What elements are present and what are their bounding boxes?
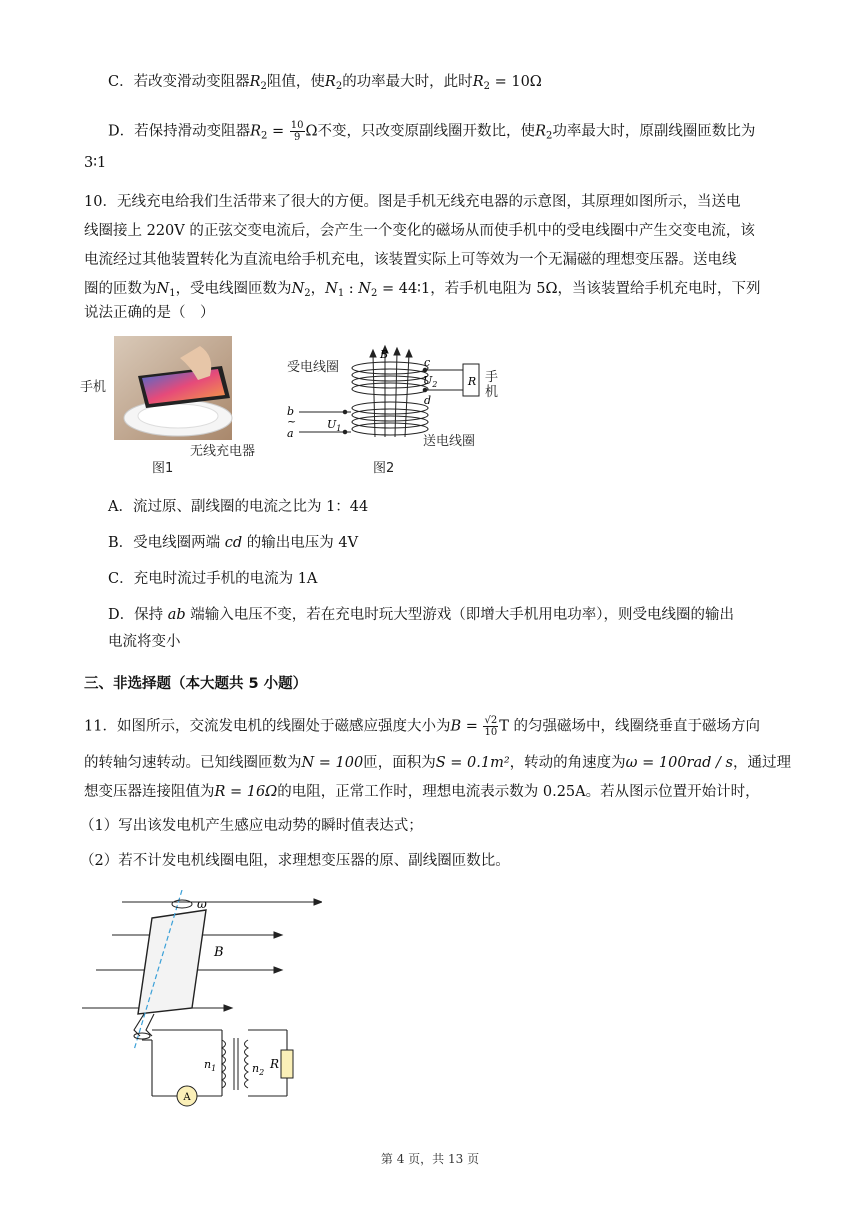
q10-option-d: D．保持 ab 端输入电压不变，若在充电时玩大型游戏（即增大手机用电功率），则受电线圈的输出 bbox=[108, 607, 735, 623]
terminal-d: d bbox=[424, 394, 432, 407]
q10-optd-a: D．保持 bbox=[108, 607, 164, 623]
load-resistor bbox=[281, 1050, 293, 1078]
n1-label: $n_1$ bbox=[204, 1058, 217, 1073]
primary-coil bbox=[222, 1040, 226, 1088]
coil-frame bbox=[138, 910, 206, 1014]
q9-optd-label: D．若保持滑动变阻器 bbox=[108, 123, 251, 140]
ammeter-A-label: A bbox=[183, 1092, 191, 1103]
q11-line1b: T 的匀强磁场中，线圈绕垂直于磁场方向 bbox=[499, 718, 760, 735]
fig1-caption: 图1 bbox=[152, 461, 174, 476]
U2-label: $U_2$ bbox=[423, 374, 438, 389]
q11-B-fraction bbox=[483, 715, 498, 738]
omega-label: ω bbox=[197, 897, 207, 911]
q9-option-c: C．若改变滑动变阻器$R_2$阻值，使$R_2$的功率最大时，此时$R_2 = 10\Omega$ bbox=[108, 74, 542, 92]
q10-optb-b: 的输出电压为 4V bbox=[246, 535, 359, 551]
generator-circuit-diagram bbox=[82, 890, 322, 1110]
q11-subquestion-2: （2）若不计发电机线圈电阻，求理想变压器的原、副线圈匝数比。 bbox=[80, 853, 510, 869]
resistor-R-label: R bbox=[467, 375, 477, 388]
q9-optc-mid1: 阻值，使 bbox=[266, 74, 325, 90]
sending-coil bbox=[352, 402, 428, 435]
q10-option-c: C．充电时流过手机的电流为 1A bbox=[108, 571, 318, 587]
secondary-coil bbox=[245, 1040, 249, 1088]
q11-line3 bbox=[84, 782, 784, 802]
q9-optd-unit: Ω不变，只改变原副线圈开数比，使 bbox=[305, 123, 536, 140]
q11-line1: 11．如图所示，交流发电机的线圈处于磁感应强度大小为B = $\frac{√2}{10}$ T 的匀强磁场中，线圈绕垂直于磁场方向 bbox=[84, 715, 760, 738]
fig1-charger-label: 无线充电器 bbox=[190, 444, 256, 459]
q9-optc-mid2: 的功率最大时，此时 bbox=[342, 74, 473, 90]
terminal-a: a bbox=[287, 427, 294, 440]
q10-line4: 圈的匝数为$N_1$，受电线圈匝数为$N_2$，$N_1$ : $N_2$ = 44∶1，若手机电阻为 5Ω，当该装置给手机充电时，下列 bbox=[84, 281, 761, 299]
page-footer: 第 4 页，共 13 页 bbox=[380, 1152, 480, 1166]
figure-generator-transformer bbox=[82, 890, 322, 1110]
U1-label: $U_1$ bbox=[327, 418, 342, 433]
rotation-arrow-icon bbox=[172, 900, 192, 908]
q11-line1a: 11．如图所示，交流发电机的线圈处于磁感应强度大小为 bbox=[84, 718, 451, 735]
field-B-label: B bbox=[214, 945, 224, 960]
receiving-coil bbox=[352, 362, 428, 395]
q10-line5: 说法正确的是（ ） bbox=[84, 305, 215, 321]
q11-frac-den: 10 bbox=[484, 727, 498, 738]
q11-line3b: 的电阻，正常工作时，理想电流表示数为 0.25A。若从图示位置开始计时， bbox=[277, 784, 760, 800]
q9-frac-num: 10 bbox=[290, 120, 304, 131]
load-R-label: R bbox=[270, 1057, 280, 1071]
figure-2-coil-diagram bbox=[285, 342, 515, 462]
B-label: B bbox=[380, 348, 389, 361]
q9-option-d: D．若保持滑动变阻器$R_2$ = $\frac{10}{9}$ Ω不变，只改变原副线圈开数比，使$R_2$功率最大时，原副线圈匝数比为 bbox=[108, 120, 756, 143]
terminal-b: b bbox=[287, 405, 295, 418]
q10-line2: 线圈接上 220V 的正弦交变电流后，会产生一个变化的磁场从而使手机中的受电线圈中产生交变电流，该 bbox=[84, 223, 755, 239]
q10-line3: 电流经过其他装置转化为直流电给手机充电，该装置实际上可等效为一个无漏磁的理想变压器。送电线 bbox=[84, 252, 737, 268]
q10-ratio: 44∶1 bbox=[398, 281, 431, 297]
ac-symbol: ~ bbox=[287, 415, 297, 428]
q10-line1: 10．无线充电给我们生活带来了很大的方便。图是手机无线充电器的示意图，其原理如图所示，当送电 bbox=[84, 194, 741, 210]
q11-R-value: R = 16Ω bbox=[214, 784, 278, 800]
q11-N-value: N = 100 bbox=[301, 755, 364, 771]
q9-optd-fraction bbox=[290, 120, 305, 143]
input-circuit bbox=[299, 410, 351, 434]
q11-omega-value: ω = 100rad / s bbox=[625, 755, 733, 771]
slip-ring-leads bbox=[134, 1014, 222, 1096]
n2-label: $n_2$ bbox=[252, 1062, 265, 1077]
q11-line2d: ，通过理 bbox=[732, 755, 791, 771]
q9-optd-ratio: 3∶1 bbox=[84, 155, 107, 171]
q9-optd-end: 功率最大时，原副线圈匝数比为 bbox=[552, 123, 756, 140]
fig2-recv-coil-label: 受电线圈 bbox=[287, 360, 340, 375]
q10-line4a: 圈的匝数为 bbox=[84, 281, 157, 297]
q9-frac-den: 9 bbox=[293, 132, 301, 143]
q10-option-d-line2: 电流将变小 bbox=[108, 634, 181, 650]
q10-optb-a: B．受电线圈两端 bbox=[108, 535, 221, 551]
q11-line2a: 的转轴匀速转动。已知线圈匝数为 bbox=[84, 755, 302, 771]
q11-line2 bbox=[84, 753, 791, 773]
q11-line3a: 想变压器连接阻值为 bbox=[84, 784, 215, 800]
q10-option-a: A．流过原、副线圈的电流之比为 1：44 bbox=[108, 499, 369, 515]
q11-subquestion-1: （1）写出该发电机产生感应电动势的瞬时值表达式； bbox=[80, 818, 423, 834]
q9-optc-value: 10Ω bbox=[511, 74, 542, 90]
q11-frac-num: √2 bbox=[484, 715, 498, 726]
fig1-phone-label: 手机 bbox=[80, 380, 107, 395]
section-3-title: 三、非选择题（本大题共 5 小题） bbox=[84, 676, 308, 692]
q11-line2b: 匝，面积为 bbox=[363, 755, 436, 771]
q10-line4b: ，受电线圈匝数为 bbox=[175, 281, 292, 297]
terminal-c: c bbox=[424, 356, 431, 369]
q10-optd-b: 端输入电压不变，若在充电时玩大型游戏（即增大手机用电功率），则受电线圈的输出 bbox=[190, 607, 735, 623]
q11-line2c: ，转动的角速度为 bbox=[509, 755, 626, 771]
figure-1-wireless-charger-photo bbox=[80, 336, 270, 466]
fig2-phone-label: 手机 bbox=[485, 370, 499, 400]
fig2-send-coil-label: 送电线圈 bbox=[423, 434, 476, 449]
q9-optc-label: C．若改变滑动变阻器 bbox=[108, 74, 250, 90]
fig2-caption: 图2 bbox=[373, 461, 395, 476]
q10-option-b: B．受电线圈两端 cd 的输出电压为 4V bbox=[108, 535, 359, 551]
q11-S-value: S = 0.1m² bbox=[435, 755, 510, 771]
q10-line4c: ，若手机电阻为 5Ω，当该装置给手机充电时，下列 bbox=[430, 281, 761, 297]
